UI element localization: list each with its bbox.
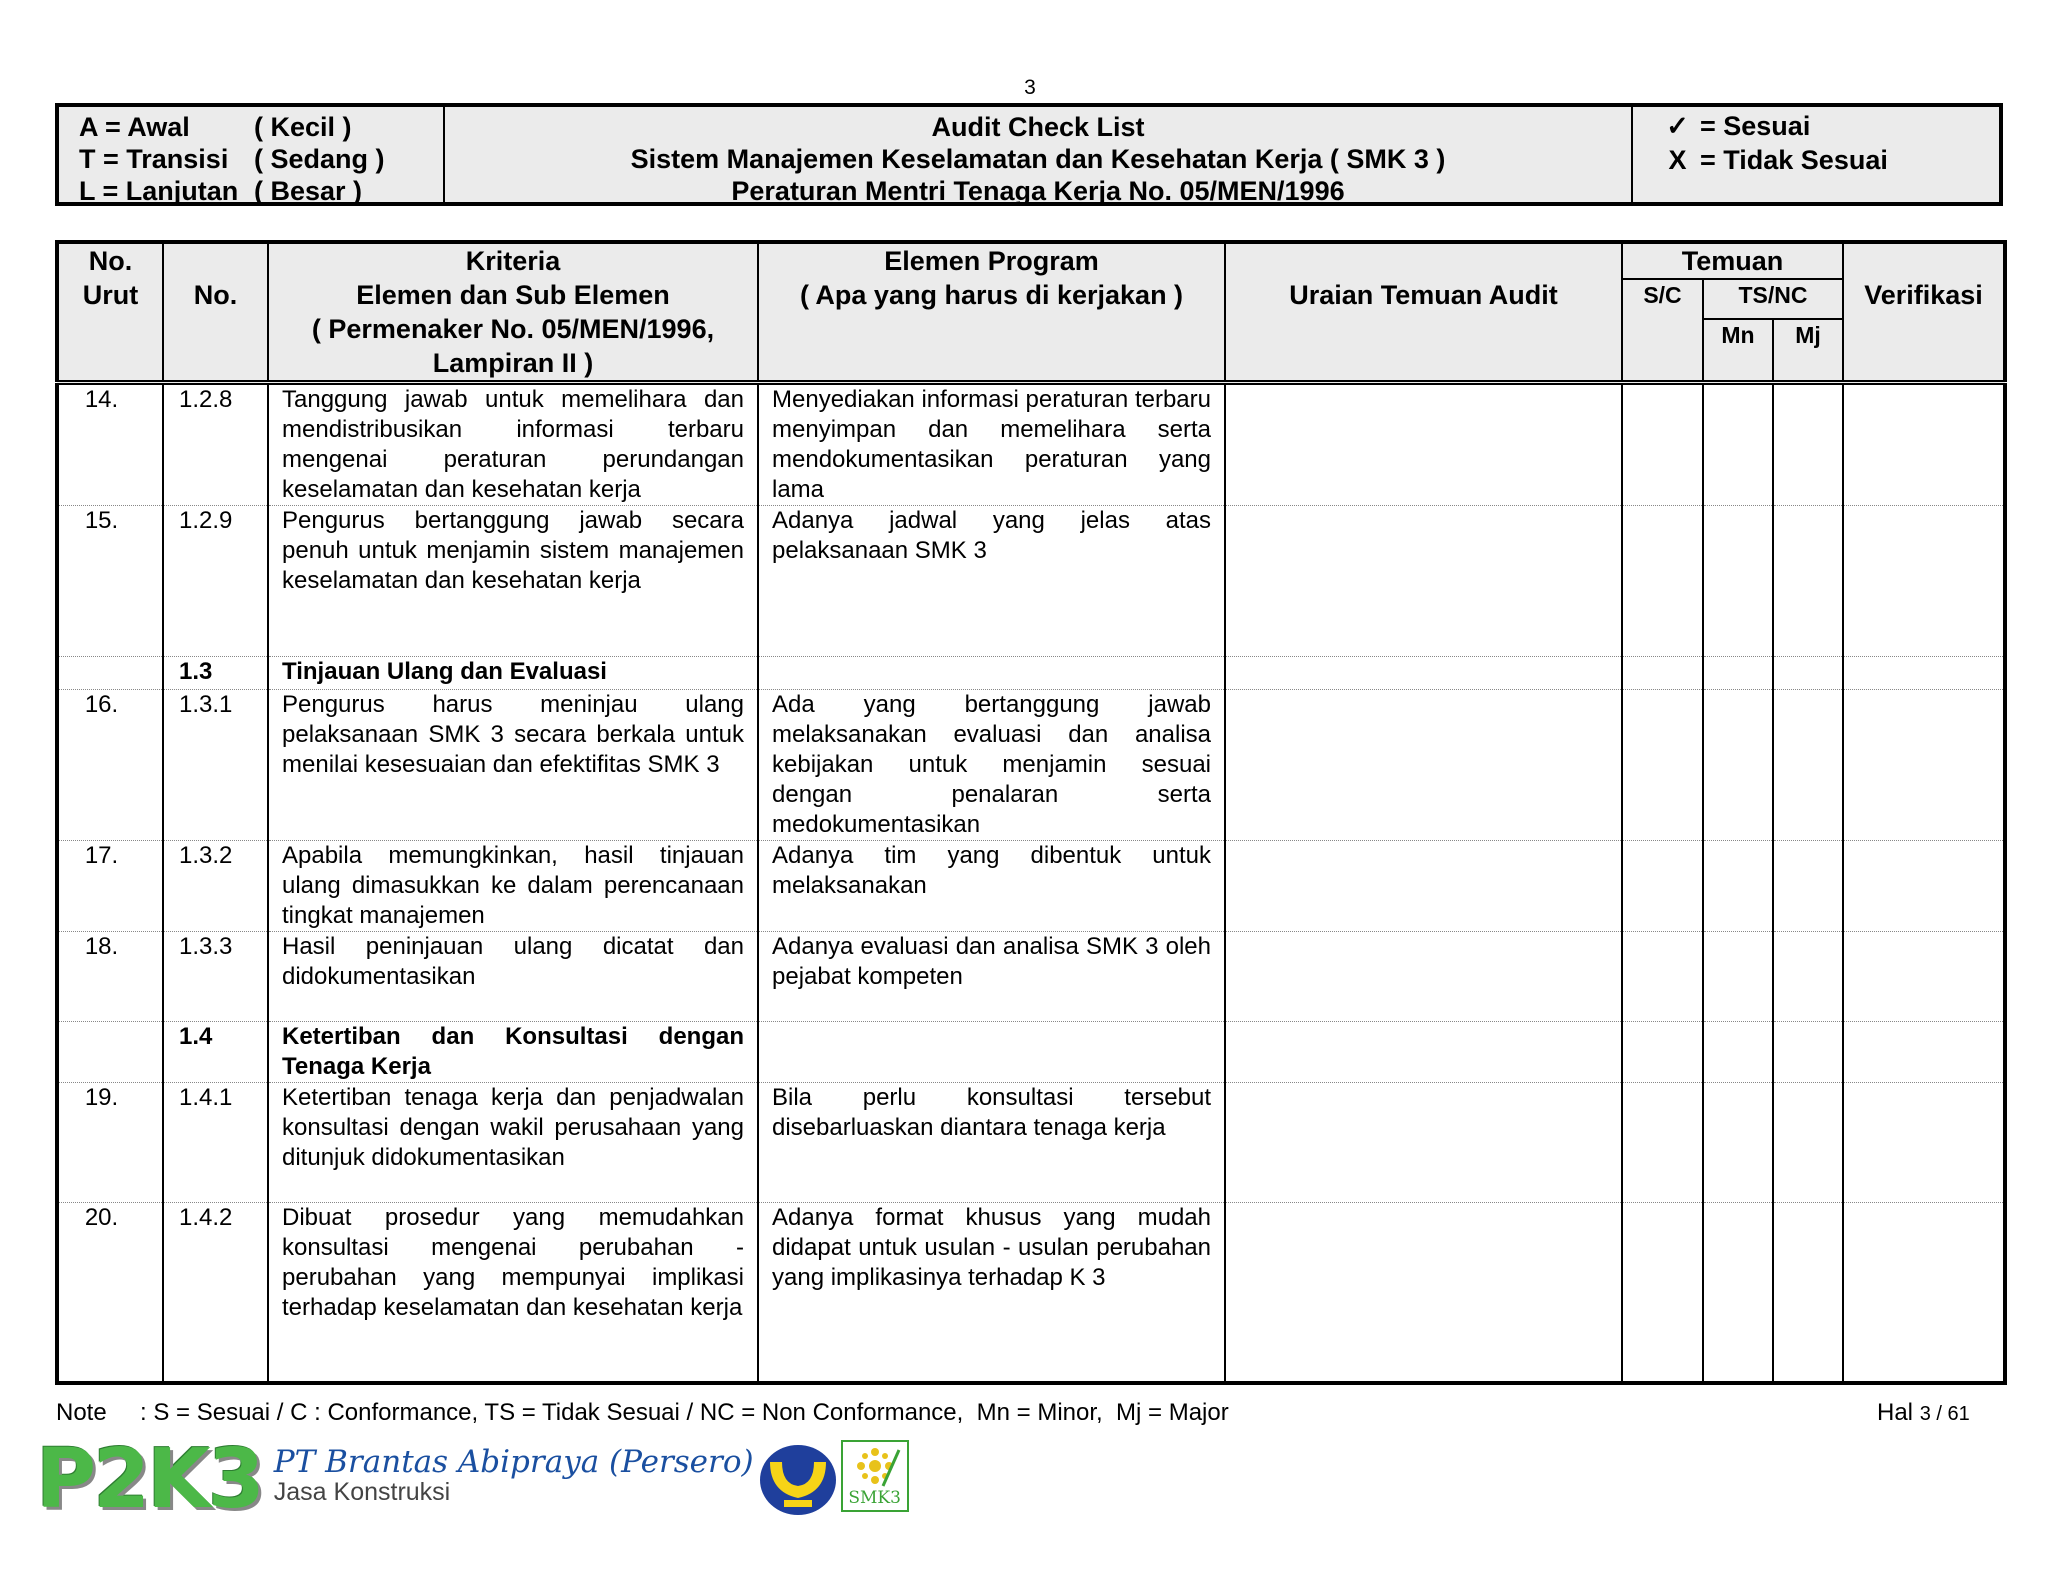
cell-no: 1.4.2 xyxy=(163,1203,268,1383)
cell-no-urut: 20. xyxy=(57,1203,163,1383)
cell-no: 1.4.1 xyxy=(163,1083,268,1203)
footer-logos xyxy=(36,1432,909,1527)
level-size: ( Sedang ) xyxy=(254,144,385,174)
col-header-verifikasi: Verifikasi xyxy=(1843,242,2005,383)
section-title: Tinjauan Ulang dan Evaluasi xyxy=(268,657,758,690)
cell-no-urut: 18. xyxy=(57,932,163,1022)
cell-kriteria: Tanggung jawab untuk memelihara dan mendistribusikan informasi terbaru mengenai peraturan perundangan keselamatan dan kesehatan kerja xyxy=(268,383,758,506)
col-header-no: No. xyxy=(163,242,268,383)
cell-elemen-program xyxy=(758,1022,1225,1083)
cell-no-urut: 17. xyxy=(57,841,163,932)
document-title-block xyxy=(445,107,1633,206)
level-row xyxy=(79,111,443,143)
cell-no: 1.2.8 xyxy=(163,383,268,506)
cell-no: 1.3.1 xyxy=(163,690,268,841)
cell-uraian[interactable] xyxy=(1225,841,1622,932)
cell-no: 1.4 xyxy=(163,1022,268,1083)
level-code: L = Lanjutan xyxy=(79,176,239,206)
cell-no: 1.3 xyxy=(163,657,268,690)
col-header-uraian: Uraian Temuan Audit xyxy=(1225,242,1622,383)
col-header-elemen-program: Elemen Program ( Apa yang harus di kerjakan ) xyxy=(758,242,1225,383)
audit-checklist-table xyxy=(55,240,2007,1385)
cell-mj[interactable] xyxy=(1773,1203,1843,1383)
cell-uraian[interactable] xyxy=(1225,690,1622,841)
table-row xyxy=(57,1083,2005,1203)
cell-verifikasi[interactable] xyxy=(1843,506,2005,657)
cell-sc[interactable] xyxy=(1622,690,1703,841)
cell-uraian[interactable] xyxy=(1225,657,1622,690)
table-row xyxy=(57,1203,2005,1383)
level-legend xyxy=(59,107,445,206)
cell-mn[interactable] xyxy=(1703,383,1773,506)
cell-elemen-program: Adanya tim yang dibentuk untuk melaksanakan xyxy=(758,841,1225,932)
cell-mn[interactable] xyxy=(1703,690,1773,841)
cell-sc[interactable] xyxy=(1622,932,1703,1022)
cell-sc[interactable] xyxy=(1622,657,1703,690)
cell-elemen-program: Menyediakan informasi peraturan terbaru menyimpan dan memelihara serta mendokumentasikan peraturan yang lama xyxy=(758,383,1225,506)
cell-no-urut: 15. xyxy=(57,506,163,657)
section-row xyxy=(57,1022,2005,1083)
cell-uraian[interactable] xyxy=(1225,383,1622,506)
cell-mj[interactable] xyxy=(1773,1022,1843,1083)
cell-no: 1.2.9 xyxy=(163,506,268,657)
cell-sc[interactable] xyxy=(1622,1083,1703,1203)
cell-mn[interactable] xyxy=(1703,657,1773,690)
cell-kriteria: Dibuat prosedur yang memudahkan konsultasi mengenai perubahan - perubahan yang mempunyai implikasi terhadap keselamatan dan kesehatan kerja xyxy=(268,1203,758,1383)
col-header-tsnc: TS/NC xyxy=(1703,279,1843,319)
level-size: ( Kecil ) xyxy=(254,112,352,142)
cell-mj[interactable] xyxy=(1773,506,1843,657)
cell-verifikasi[interactable] xyxy=(1843,657,2005,690)
cell-sc[interactable] xyxy=(1622,841,1703,932)
cell-uraian[interactable] xyxy=(1225,506,1622,657)
cell-mn[interactable] xyxy=(1703,1203,1773,1383)
col-header-mj: Mj xyxy=(1773,319,1843,383)
cell-kriteria: Hasil peninjauan ulang dicatat dan didokumentasikan xyxy=(268,932,758,1022)
cell-mn[interactable] xyxy=(1703,506,1773,657)
cell-no-urut xyxy=(57,657,163,690)
cell-kriteria: Pengurus harus meninjau ulang pelaksanaan SMK 3 secara berkala untuk menilai kesesuaian dan efektifitas SMK 3 xyxy=(268,690,758,841)
cell-kriteria: Pengurus bertanggung jawab secara penuh untuk menjamin sistem manajemen keselamatan dan kesehatan kerja xyxy=(268,506,758,657)
symbol-legend xyxy=(1633,107,1999,202)
cell-mn[interactable] xyxy=(1703,1022,1773,1083)
cell-verifikasi[interactable] xyxy=(1843,1022,2005,1083)
cell-mn[interactable] xyxy=(1703,841,1773,932)
table-row xyxy=(57,690,2005,841)
company-name: PT Brantas Abipraya (Persero) xyxy=(273,1444,754,1480)
company-block xyxy=(274,1444,754,1507)
regulation-reference: Peraturan Mentri Tenaga Kerja No. 05/MEN/1996 xyxy=(731,176,1345,206)
table-row xyxy=(57,506,2005,657)
cell-uraian[interactable] xyxy=(1225,1083,1622,1203)
smk3-logo-icon xyxy=(841,1440,909,1512)
cell-verifikasi[interactable] xyxy=(1843,1203,2005,1383)
cell-elemen-program: Ada yang bertanggung jawab melaksanakan evaluasi dan analisa kebijakan untuk menjamin sesuai dengan penalaran serta medokumentasikan xyxy=(758,690,1225,841)
cell-sc[interactable] xyxy=(1622,1022,1703,1083)
cell-elemen-program: Bila perlu konsultasi tersebut disebarluaskan diantara tenaga kerja xyxy=(758,1083,1225,1203)
document-title: Audit Check List xyxy=(931,112,1145,142)
page-label: Hal xyxy=(1877,1399,1914,1426)
cell-verifikasi[interactable] xyxy=(1843,383,2005,506)
brantas-logo-icon xyxy=(758,1442,838,1523)
cross-icon: X xyxy=(1668,145,1687,175)
section-row xyxy=(57,657,2005,690)
cell-mj[interactable] xyxy=(1773,1083,1843,1203)
document-subtitle: Sistem Manajemen Keselamatan dan Kesehatan Kerja ( SMK 3 ) xyxy=(630,144,1446,174)
level-size: ( Besar ) xyxy=(254,176,363,206)
cell-mj[interactable] xyxy=(1773,383,1843,506)
cell-no-urut xyxy=(57,1022,163,1083)
cell-uraian[interactable] xyxy=(1225,932,1622,1022)
audit-header xyxy=(55,103,2003,206)
cell-mj[interactable] xyxy=(1773,690,1843,841)
cell-sc[interactable] xyxy=(1622,1203,1703,1383)
cell-no-urut: 16. xyxy=(57,690,163,841)
col-header-temuan: Temuan xyxy=(1622,242,1843,279)
table-row xyxy=(57,932,2005,1022)
level-row xyxy=(79,143,443,175)
cell-verifikasi[interactable] xyxy=(1843,1083,2005,1203)
table-row xyxy=(57,383,2005,506)
note: Note : S = Sesuai / C : Conformance, TS = Tidak Sesuai / NC = Non Conformance, Mn = Minor, Mj = Major xyxy=(56,1399,1229,1426)
cell-kriteria: Ketertiban tenaga kerja dan penjadwalan konsultasi dengan wakil perusahaan yang ditunjuk didokumentasikan xyxy=(268,1083,758,1203)
cell-elemen-program: Adanya format khusus yang mudah didapat untuk usulan - usulan perubahan yang implikasinya terhadap K 3 xyxy=(758,1203,1225,1383)
legend-label: = Tidak Sesuai xyxy=(1700,145,1888,175)
level-code: T = Transisi xyxy=(79,144,229,174)
cell-uraian[interactable] xyxy=(1225,1203,1622,1383)
col-header-no-urut: No. Urut xyxy=(57,242,163,383)
cell-mn[interactable] xyxy=(1703,932,1773,1022)
cell-no-urut: 19. xyxy=(57,1083,163,1203)
cell-mj[interactable] xyxy=(1773,932,1843,1022)
cell-no-urut: 14. xyxy=(57,383,163,506)
cell-uraian[interactable] xyxy=(1225,1022,1622,1083)
cell-verifikasi[interactable] xyxy=(1843,841,2005,932)
cell-no: 1.3.2 xyxy=(163,841,268,932)
cell-elemen-program xyxy=(758,657,1225,690)
page-indicator xyxy=(1877,1399,1970,1427)
legend-sesuai xyxy=(1655,109,1999,143)
table-row xyxy=(57,841,2005,932)
cell-sc[interactable] xyxy=(1622,506,1703,657)
legend-tidak-sesuai xyxy=(1655,143,1999,177)
cell-no: 1.3.3 xyxy=(163,932,268,1022)
p2k3-logo: P2K3 xyxy=(36,1432,262,1527)
level-row xyxy=(79,175,443,207)
checkmark-icon: ✓ xyxy=(1666,111,1689,141)
cell-elemen-program: Adanya evaluasi dan analisa SMK 3 oleh pejabat kompeten xyxy=(758,932,1225,1022)
cell-verifikasi[interactable] xyxy=(1843,932,2005,1022)
page-number: 3 xyxy=(1024,76,1036,99)
col-header-kriteria: Kriteria Elemen dan Sub Elemen ( Permenaker No. 05/MEN/1996, Lampiran II ) xyxy=(268,242,758,383)
smk3-label: SMK3 xyxy=(848,1488,901,1508)
cell-mj[interactable] xyxy=(1773,657,1843,690)
cell-elemen-program: Adanya jadwal yang jelas atas pelaksanaan SMK 3 xyxy=(758,506,1225,657)
company-subtitle: Jasa Konstruksi xyxy=(273,1478,451,1506)
col-header-mn: Mn xyxy=(1703,319,1773,383)
cell-mj[interactable] xyxy=(1773,841,1843,932)
legend-label: = Sesuai xyxy=(1700,111,1811,141)
page-of: 3 / 61 xyxy=(1919,1403,1970,1425)
col-header-sc: S/C xyxy=(1622,279,1703,383)
cell-verifikasi[interactable] xyxy=(1843,690,2005,841)
cell-kriteria: Apabila memungkinkan, hasil tinjauan ulang dimasukkan ke dalam perencanaan tingkat manajemen xyxy=(268,841,758,932)
section-title: Ketertiban dan Konsultasi dengan Tenaga Kerja xyxy=(268,1022,758,1083)
cell-sc[interactable] xyxy=(1622,383,1703,506)
level-code: A = Awal xyxy=(79,112,190,142)
cell-mn[interactable] xyxy=(1703,1083,1773,1203)
